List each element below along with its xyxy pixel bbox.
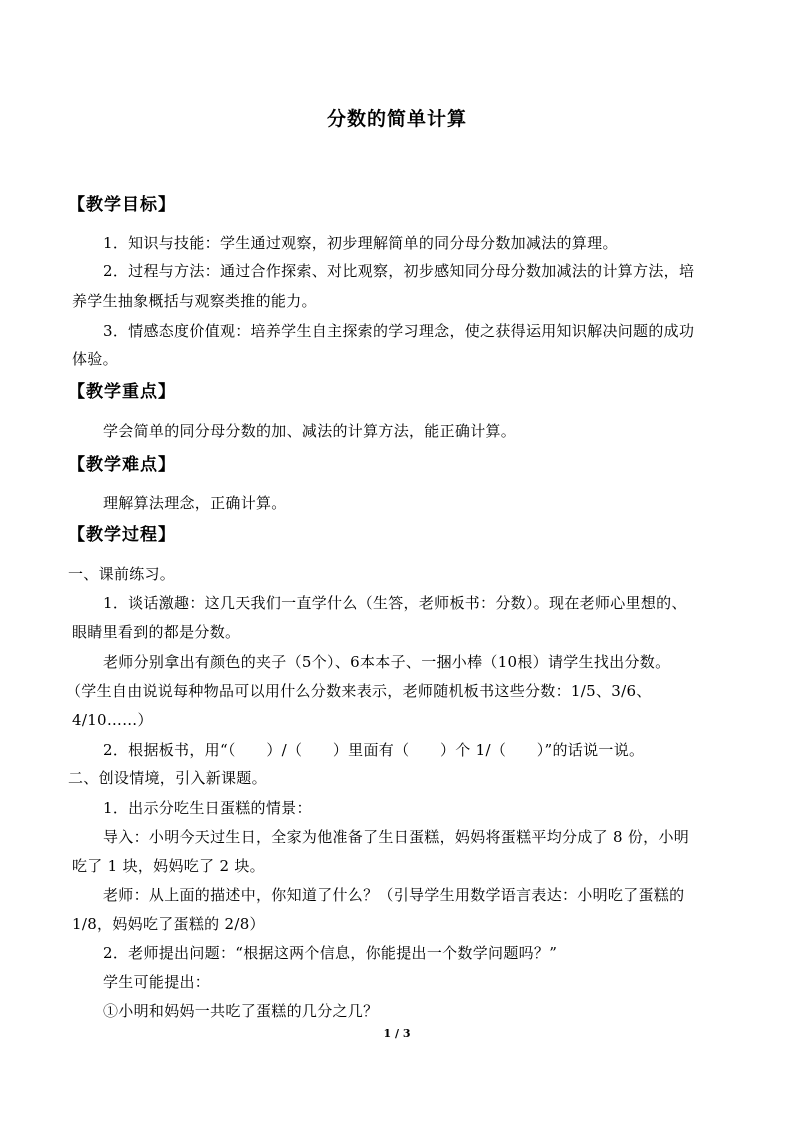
process-line: 1．出示分吃生日蛋糕的情景： bbox=[103, 799, 312, 817]
process-line: 老师分别拿出有颜色的夹子（5个）、6本本子、一捆小棒（10根）请学生找出分数。 bbox=[103, 653, 671, 671]
objective-line: 养学生抽象概括与观察类推的能力。 bbox=[72, 292, 317, 310]
page-number: 1 / 3 bbox=[383, 1027, 411, 1040]
process-line: 导入：小明今天过生日，全家为他准备了生日蛋糕，妈妈将蛋糕平均分成了 8 份，小明 bbox=[103, 828, 690, 846]
process-line: 老师：从上面的描述中，你知道了什么？（引导学生用数学语言表达：小明吃了蛋糕的 bbox=[103, 886, 685, 904]
process-line: 1．谈话激趣：这几天我们一直学什么（生答，老师板书：分数）。现在老师心里想的、 bbox=[103, 594, 687, 612]
objective-line: 2．过程与方法：通过合作探索、对比观察，初步感知同分母分数加减法的计算方法，培 bbox=[103, 262, 695, 280]
process-line: ①小明和妈妈一共吃了蛋糕的几分之几？ bbox=[103, 1002, 379, 1020]
process-line: 一、课前练习。 bbox=[68, 565, 176, 583]
document-title: 分数的简单计算 bbox=[326, 108, 467, 130]
process-line: 二、创设情境，引入新课题。 bbox=[68, 769, 267, 787]
heading-objectives: 【教学目标】 bbox=[68, 195, 176, 215]
objective-line: 3．情感态度价值观：培养学生自主探索的学习理念，使之获得运用知识解决问题的成功 bbox=[103, 322, 695, 340]
heading-process: 【教学过程】 bbox=[68, 525, 176, 545]
process-line: 2．老师提出问题：“根据这两个信息，你能提出一个数学问题吗？” bbox=[103, 944, 558, 962]
process-line: 2．根据板书，用“（ ）/（ ）里面有（ ）个 1/（ ）”的话说一说。 bbox=[103, 741, 645, 759]
process-line: 4/10……） bbox=[72, 711, 153, 729]
process-line: （学生自由说说每种物品可以用什么分数来表示，老师随机板书这些分数：1/5、3/6、 bbox=[66, 682, 652, 700]
objective-line: 1．知识与技能：学生通过观察，初步理解简单的同分母分数加减法的算理。 bbox=[103, 234, 618, 252]
process-line: 眼睛里看到的都是分数。 bbox=[72, 623, 241, 641]
objective-line: 体验。 bbox=[72, 350, 118, 368]
key-points-text: 学会简单的同分母分数的加、减法的计算方法，能正确计算。 bbox=[103, 422, 517, 440]
difficulties-text: 理解算法理念，正确计算。 bbox=[103, 494, 287, 512]
heading-difficulties: 【教学难点】 bbox=[68, 455, 176, 475]
process-line: 吃了 1 块，妈妈吃了 2 块。 bbox=[72, 857, 265, 875]
process-line: 学生可能提出： bbox=[103, 973, 211, 991]
heading-key-points: 【教学重点】 bbox=[68, 382, 176, 402]
process-line: 1/8，妈妈吃了蛋糕的 2/8） bbox=[72, 915, 265, 933]
